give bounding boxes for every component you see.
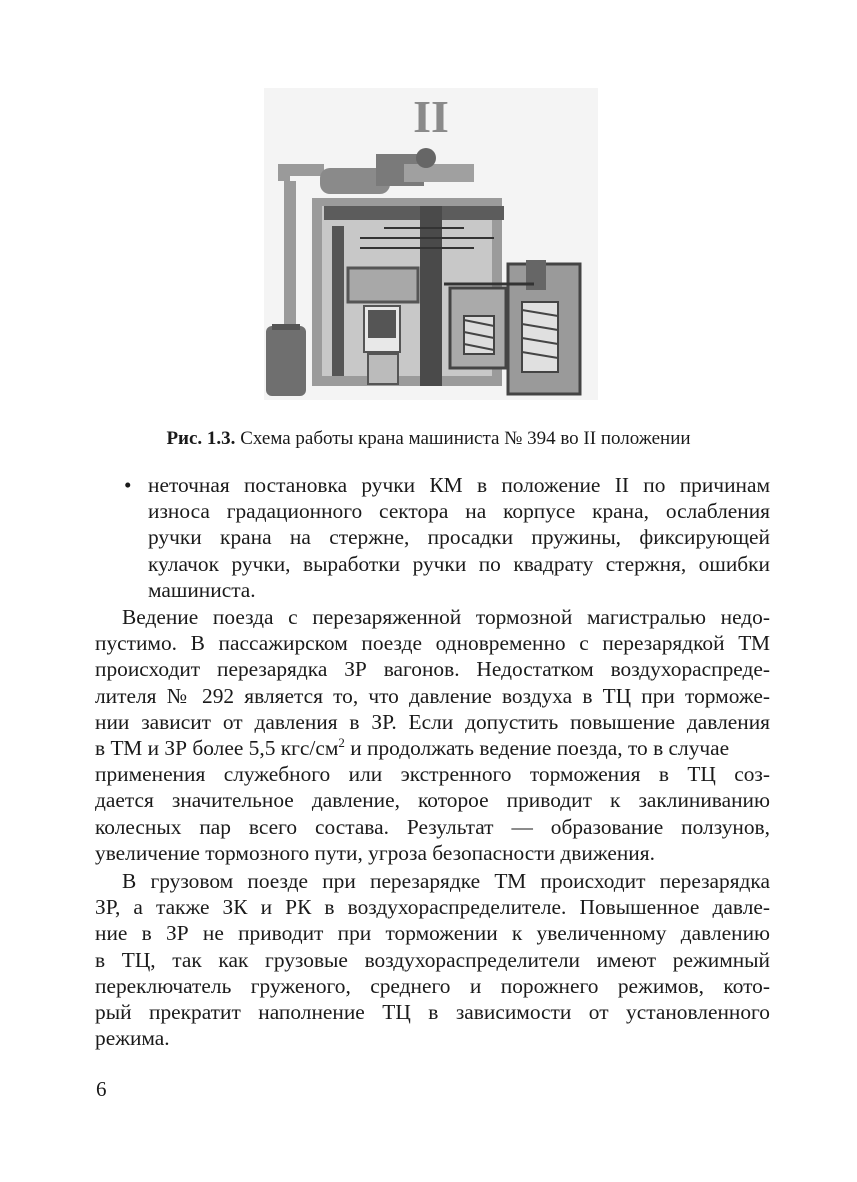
paragraph-line: Ведение поезда с перезаряженной тормозной магистралью недо- bbox=[122, 605, 770, 629]
paragraph-line: пустимо. В пассажирском поезде одновременно с перезарядкой ТМ bbox=[95, 631, 770, 656]
roman-numeral-label: II bbox=[413, 91, 449, 142]
figure-caption bbox=[0, 426, 857, 452]
paragraph-line: ние в ЗР не приводит при торможении к увеличенному давлению bbox=[95, 921, 770, 946]
crane-schematic-illustration bbox=[264, 88, 598, 400]
bullet-item bbox=[122, 472, 770, 603]
paragraph-line: рый прекратит наполнение ТЦ в зависимости от установленного bbox=[95, 1000, 770, 1025]
bullet-line: неточная постановка ручки КМ в положение II по причинам bbox=[148, 473, 770, 497]
paragraph-line: дается значительное давление, которое приводит к заклиниванию bbox=[95, 788, 770, 813]
paragraph-line: в ТЦ, так как грузовые воздухораспределители имеют режимный bbox=[95, 947, 770, 972]
paragraph-line: режима. bbox=[95, 1026, 170, 1051]
paragraph-line-with-superscript bbox=[95, 735, 770, 761]
paragraph-overcharged-brake-line bbox=[95, 604, 770, 866]
bullet-line: ручки крана на стержне, просадки пружины, фиксирующей bbox=[148, 525, 770, 550]
paragraph-line: В грузовом поезде при перезарядке ТМ происходит перезарядка bbox=[122, 869, 770, 893]
caption-label: Рис. 1.3. bbox=[166, 428, 236, 449]
figure-crane-diagram bbox=[264, 88, 598, 400]
paragraph-line: ЗР, а также ЗК и РК в воздухораспределителе. Повышенное давле- bbox=[95, 895, 770, 920]
bullet-line: износа градационного сектора на корпусе крана, ослабления bbox=[148, 499, 770, 524]
bullet-line: кулачок ручки, выработки ручки по квадрату стержня, ошибки bbox=[148, 551, 770, 576]
bullet-list bbox=[122, 472, 770, 603]
bullet-line: машиниста. bbox=[148, 577, 256, 602]
paragraph-line: лителя № 292 является то, что давление воздуха в ТЦ при торможе- bbox=[95, 683, 770, 708]
paragraph-line: применения служебного или экстренного торможения в ТЦ соз- bbox=[95, 762, 770, 787]
paragraph-line-tail: и продолжать ведение поезда, то в случае bbox=[344, 736, 730, 761]
page-number: 6 bbox=[96, 1077, 107, 1101]
paragraph-freight-train bbox=[95, 868, 770, 1051]
caption-text: Схема работы крана машиниста № 394 во II положении bbox=[235, 428, 691, 449]
paragraph-line: колесных пар всего состава. Результат — образование ползунов, bbox=[95, 814, 770, 839]
superscript-2: 2 bbox=[338, 734, 345, 750]
paragraph-line: происходит перезарядка ЗР вагонов. Недостатком воздухораспреде- bbox=[95, 657, 770, 682]
paragraph-line: нии зависит от давления в ЗР. Если допустить повышение давления bbox=[95, 709, 770, 734]
paragraph-line: переключатель груженого, среднего и порожнего режимов, кото- bbox=[95, 973, 770, 998]
paragraph-line-head: в ТМ и ЗР более 5,5 кгс/см bbox=[95, 736, 339, 761]
paragraph-line: увеличение тормозного пути, угроза безопасности движения. bbox=[95, 840, 655, 865]
bullet-symbol: • bbox=[124, 473, 132, 497]
